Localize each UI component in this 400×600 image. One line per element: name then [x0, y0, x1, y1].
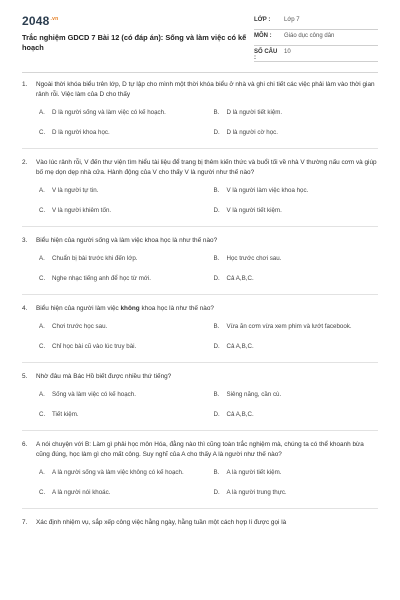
question-number: 7.	[22, 519, 28, 526]
question-7	[22, 518, 378, 528]
option-letter: B.	[213, 391, 220, 398]
question-separator	[22, 148, 378, 149]
option-letter: D.	[213, 206, 220, 214]
option-text: Chơi trước học sau.	[52, 323, 108, 330]
option-text: Học trước chơi sau.	[226, 255, 282, 262]
site-logo[interactable]	[22, 14, 58, 28]
option-grid	[39, 254, 378, 283]
option-text: V là người tự tin.	[52, 187, 99, 194]
meta-table	[254, 14, 378, 62]
question-separator	[22, 294, 378, 295]
option-text: Sống và làm việc có kế hoạch.	[52, 391, 136, 398]
meta-value: 10	[284, 49, 291, 55]
option-d[interactable]	[214, 206, 379, 216]
option-c[interactable]	[39, 342, 204, 352]
option-letter: D.	[213, 342, 220, 350]
meta-row-class	[254, 14, 378, 30]
question-separator	[22, 362, 378, 363]
option-letter: C.	[39, 410, 46, 418]
question-number: 5.	[22, 373, 28, 380]
option-c[interactable]	[39, 274, 204, 284]
option-letter: A.	[39, 469, 45, 476]
option-letter: C.	[39, 128, 46, 136]
option-letter: A.	[39, 187, 45, 194]
option-grid	[39, 390, 378, 419]
logo-main: 2048	[22, 14, 50, 28]
question-number: 3.	[22, 237, 28, 244]
option-letter: A.	[39, 255, 45, 262]
option-c[interactable]	[39, 488, 204, 498]
option-letter: C.	[39, 274, 46, 282]
meta-value: Giáo dục công dân	[284, 33, 335, 39]
question-text: Nhờ đâu mà Bác Hồ biết được nhiều thứ tiếng?	[36, 373, 172, 380]
question-text: Xác định nhiệm vụ, sắp xếp công việc hằng ngày, hằng tuần một cách hợp lí được gọi là	[36, 519, 287, 526]
option-text: V là người tiết kiệm.	[226, 206, 282, 214]
option-text: Vừa ăn cơm vừa xem phim và lướt facebook.	[226, 323, 352, 330]
document-title: Trắc nghiệm GDCD 7 Bài 12 (có đáp án): Sống và làm việc có kế hoạch	[22, 33, 247, 52]
meta-row-subject	[254, 30, 378, 46]
question-text: Biểu hiện của người sống và làm việc khoa học là như thế nào?	[36, 237, 218, 244]
question-text-part: Biểu hiện của người làm việc	[36, 305, 121, 312]
option-c[interactable]	[39, 206, 204, 216]
logo-sub: .vn	[50, 16, 59, 22]
option-b[interactable]	[214, 186, 379, 196]
option-letter: B.	[213, 187, 220, 194]
option-text: A là người tiết kiệm.	[226, 469, 282, 476]
option-text: Siêng năng, cần cù.	[226, 391, 282, 398]
question-4	[22, 304, 378, 363]
question-separator	[22, 430, 378, 431]
option-text: Cả A,B,C.	[226, 342, 254, 350]
option-letter: A.	[39, 391, 45, 398]
question-number: 1.	[22, 81, 28, 88]
option-letter: C.	[39, 206, 46, 214]
question-text: Ngoài thời khóa biểu trên lớp, D tự lập cho mình một thời khóa biểu ở nhà và ghi chi tiết các việc phải làm vào thời gian rảnh rỗi. Việc làm của D cho thấy	[36, 81, 375, 98]
option-letter: B.	[213, 323, 220, 330]
option-b[interactable]	[214, 468, 379, 478]
question-number: 6.	[22, 441, 28, 448]
option-letter: C.	[39, 488, 46, 496]
option-b[interactable]	[214, 108, 379, 118]
option-a[interactable]	[39, 322, 204, 332]
option-text: A là người trung thực.	[226, 488, 287, 496]
option-b[interactable]	[214, 390, 379, 400]
option-letter: D.	[213, 128, 220, 136]
meta-key: SỐ CÂU :	[254, 49, 278, 61]
meta-key: LỚP :	[254, 17, 271, 23]
option-a[interactable]	[39, 390, 204, 400]
option-text: Nghe nhạc tiếng anh để học từ mới.	[52, 274, 152, 282]
option-text: D là người khoa học.	[52, 128, 110, 136]
option-text: Tiết kiệm.	[52, 410, 79, 418]
option-d[interactable]	[214, 410, 379, 420]
option-c[interactable]	[39, 410, 204, 420]
option-d[interactable]	[214, 128, 379, 138]
option-text: A là người nói khoác.	[52, 488, 111, 496]
option-text: Chuẩn bị bài trước khi đến lớp.	[52, 255, 138, 262]
option-letter: B.	[213, 255, 220, 262]
option-letter: D.	[213, 274, 220, 282]
option-a[interactable]	[39, 186, 204, 196]
option-letter: B.	[213, 469, 220, 476]
question-text: Vào lúc rảnh rỗi, V đến thư viện tìm hiểu tài liệu để trang bị thêm kiến thức và buổi tối về nhà V thường nấu cơm và giúp bố mẹ dọn dẹp nhà cửa. Hành động của V cho thấy V là người như thế nào?	[36, 159, 377, 176]
header	[22, 14, 378, 64]
option-d[interactable]	[214, 488, 379, 498]
question-text-part: khoa học là như thế nào?	[139, 305, 214, 312]
option-b[interactable]	[214, 254, 379, 264]
question-text: A nói chuyện với B: Làm gì phải học môn Hóa, đằng nào thì cũng toàn trắc nghiệm mà, chúng ta có thể khoanh bừa cũng đúng, học làm gì cho mất công. Suy nghĩ của A cho thấy A là người như thế nào?	[36, 441, 364, 458]
option-text: A là người sống và làm việc không có kế hoạch.	[52, 469, 184, 476]
question-list	[22, 80, 378, 537]
meta-row-count	[254, 46, 378, 62]
option-letter: A.	[39, 323, 45, 330]
meta-value: Lớp 7	[284, 17, 300, 23]
question-5	[22, 372, 378, 431]
option-letter: D.	[213, 410, 220, 418]
meta-key: MÔN :	[254, 33, 272, 39]
question-number: 2.	[22, 159, 28, 166]
option-letter: D.	[213, 488, 220, 496]
option-c[interactable]	[39, 128, 204, 138]
option-text: Chỉ học bài cũ vào lúc truy bài.	[52, 342, 137, 350]
option-grid	[39, 322, 378, 351]
option-letter: A.	[39, 109, 45, 116]
option-grid	[39, 108, 378, 137]
option-text: D là người cờ học.	[226, 128, 278, 136]
option-a[interactable]	[39, 254, 204, 264]
question-2	[22, 158, 378, 227]
option-text: V là người khiêm tốn.	[52, 206, 112, 214]
header-divider	[22, 72, 378, 73]
question-number: 4.	[22, 305, 28, 312]
question-text	[36, 304, 378, 314]
option-text: D là người sống và làm việc có kế hoạch.	[52, 109, 166, 116]
option-a[interactable]	[39, 108, 204, 118]
option-a[interactable]	[39, 468, 204, 478]
option-d[interactable]	[214, 342, 379, 352]
question-separator	[22, 226, 378, 227]
option-d[interactable]	[214, 274, 379, 284]
option-grid	[39, 186, 378, 215]
option-b[interactable]	[214, 322, 379, 332]
option-letter: C.	[39, 342, 46, 350]
option-text: Cả A,B,C.	[226, 274, 254, 282]
question-1	[22, 80, 378, 149]
option-text: V là người làm việc khoa học.	[226, 187, 309, 194]
option-grid	[39, 468, 378, 497]
option-letter: B.	[213, 109, 220, 116]
option-text: Cả A,B,C.	[226, 410, 254, 418]
question-text-emphasis: không	[120, 305, 140, 312]
question-3	[22, 236, 378, 295]
question-separator	[22, 508, 378, 509]
option-text: D là người tiết kiệm.	[226, 109, 283, 116]
question-6	[22, 440, 378, 509]
